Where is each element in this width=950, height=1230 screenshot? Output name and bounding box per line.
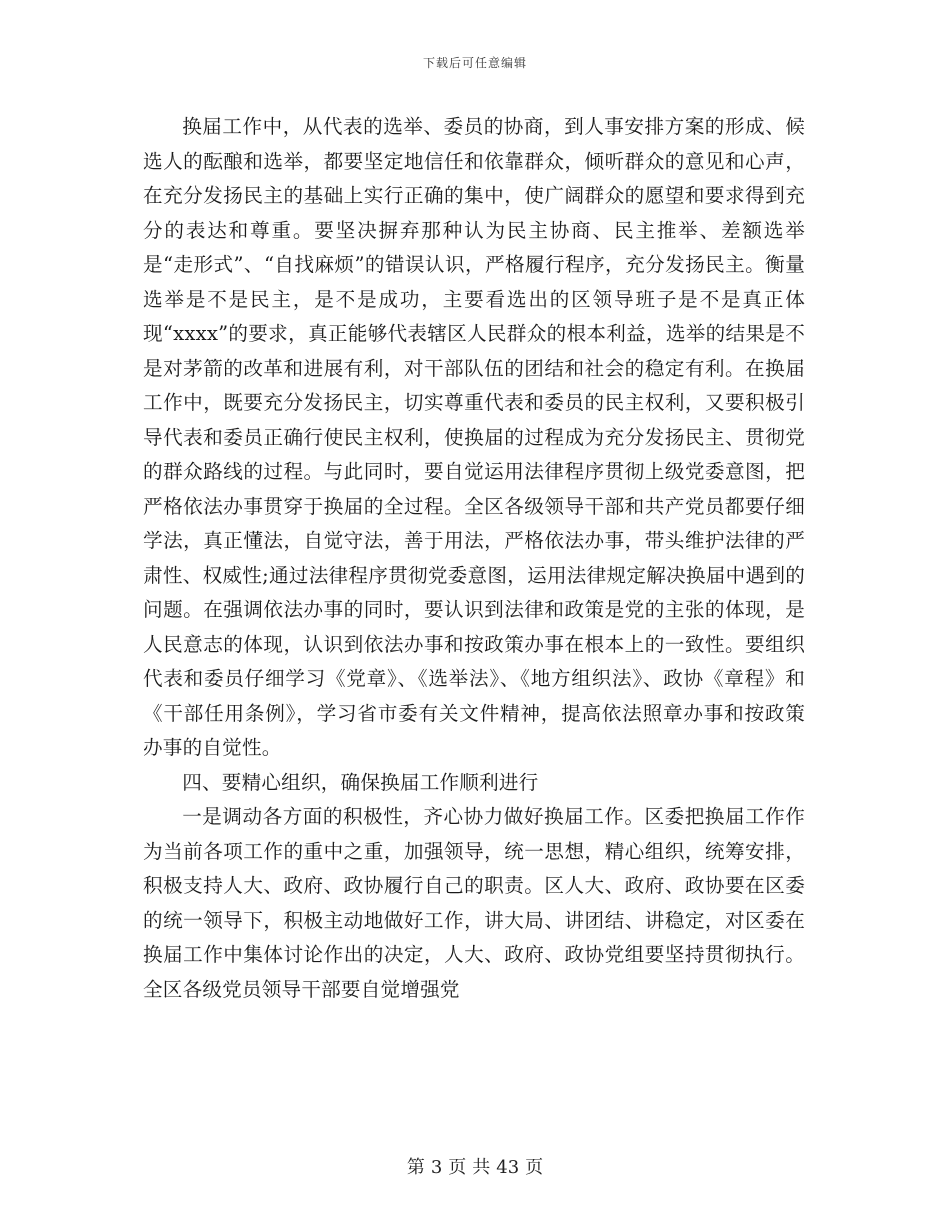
current-page-number: 3: [430, 1157, 443, 1178]
total-pages-number: 43: [496, 1157, 520, 1178]
paragraph-organization: 一是调动各方面的积极性，齐心协力做好换届工作。区委把换届工作作为当前各项工作的重中之重，加强领导，统一思想，精心组织，统筹安排，积极支持人大、政府、政协履行自己的职责。区人大、政府、政协要在区委的统一领导下，积极主动地做好工作，讲大局、讲团结、讲稳定，对区委在换届工作中集体讨论作出的决定，人大、政府、政协党组要坚持贯彻执行。全区各级党员领导干部要自觉增强党: [143, 805, 805, 1001]
section-heading-four: 四、要精心组织，确保换届工作顺利进行: [182, 770, 539, 794]
document-body: [143, 110, 805, 1007]
page-footer: [0, 1153, 950, 1179]
paragraph-election-democracy: 换届工作中，从代表的选举、委员的协商，到人事安排方案的形成、候选人的酝酿和选举，都要坚定地信任和依靠群众，倾听群众的意见和心声，在充分发扬民主的基础上实行正确的集中，使广阔群众的愿望和要求得到充分的表达和尊重。要坚决摒弃那种认为民主协商、民主推举、差额选举是“走形式”、“自找麻烦”的错误认识，严格履行程序，充分发扬民主。衡量选举是不是民主，是不是成功，主要看选出的区领导班子是不是真正体现“xxxx”的要求，真正能够代表辖区人民群众的根本利益，选举的结果是不是对茅箭的改革和进展有利，对干部队伍的团结和社会的稳定有利。在换届工作中，既要充分发扬民主，切实尊重代表和委员的民主权利，又要积极引导代表和委员正确行使民主权利，使换届的过程成为充分发扬民主、贯彻党的群众路线的过程。与此同时，要自觉运用法律程序贯彻上级党委意图，把严格依法办事贯穿于换届的全过程。全区各级领导干部和共产党员都要仔细学法，真正懂法，自觉守法，善于用法，严格依法办事，带头维护法律的严肃性、权威性;通过法律程序贯彻党委意图，运用法律规定解决换届中遇到的问题。在强调依法办事的同时，要认识到法律和政策是党的主张的体现，是人民意志的体现，认识到依法办事和按政策办事在根本上的一致性。要组织代表和委员仔细学习《党章》、《选举法》、《地方组织法》、政协《章程》和《干部任用条例》，学习省市委有关文件精神，提高依法照章办事和按政策办事的自觉性。: [143, 115, 805, 759]
page-header: 下载后可任意编辑: [422, 56, 527, 70]
footer-prefix: 第: [406, 1157, 425, 1178]
footer-suffix: 页: [525, 1157, 544, 1178]
footer-page-word: 页: [448, 1157, 467, 1178]
footer-total-word: 共: [472, 1157, 491, 1178]
